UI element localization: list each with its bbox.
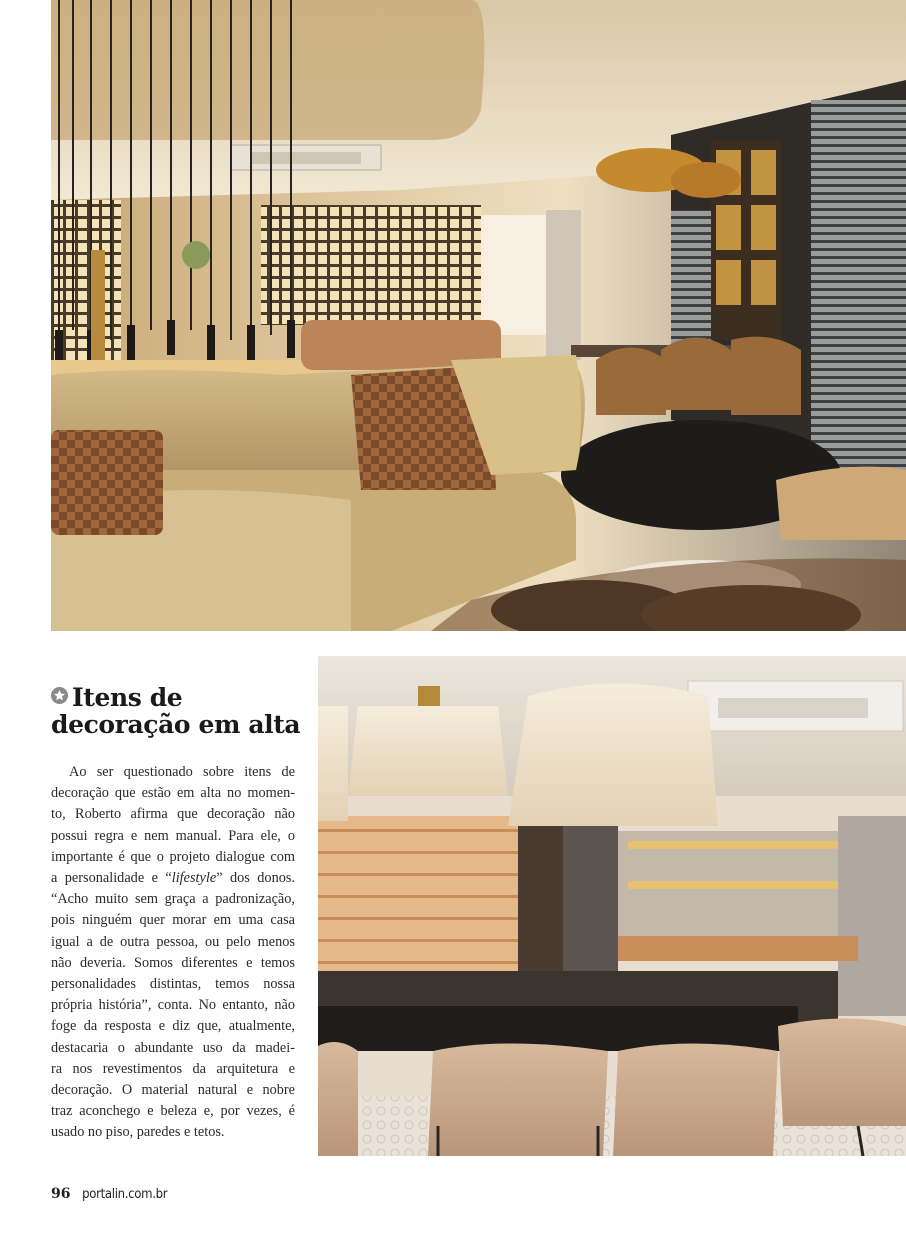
- heading-line-2: decoração em alta: [51, 710, 301, 739]
- body-line: decoração. O material natural e nobre: [51, 1082, 295, 1099]
- body-line: a personalidade e “lifestyle” dos donos.: [51, 870, 296, 887]
- body-line: pois ninguém quer morar em uma casa: [51, 912, 295, 929]
- page-footer: [51, 1186, 167, 1204]
- body-line: destacaria o abundante uso da madei-: [51, 1039, 295, 1056]
- body-line: igual a de outra pessoa, ou pelo menos: [51, 933, 295, 950]
- article-body: [51, 762, 295, 1144]
- site-url: portalin.com.br: [82, 1187, 168, 1202]
- page-number: 96: [51, 1186, 71, 1202]
- body-line: Ao ser questionado sobre itens de: [69, 764, 295, 780]
- kitchen-dining-photo: [318, 656, 906, 1156]
- body-line: usado no piso, paredes e tetos.: [51, 1124, 225, 1141]
- body-line: não deveria. Somos diferentes e temos: [51, 954, 295, 971]
- living-room-photo: [51, 0, 906, 631]
- body-line: própria história”, conta. No entanto, não: [51, 997, 295, 1014]
- star-icon: [51, 687, 68, 704]
- body-line: “Acho muito sem graça a padronização,: [51, 891, 295, 908]
- body-line: personalidades distintas, temos nossa: [51, 976, 295, 993]
- body-line: traz aconchego e beleza e, por vezes, é: [51, 1103, 295, 1120]
- section-heading: [51, 684, 311, 738]
- heading-line-1: Itens de: [72, 683, 183, 712]
- body-line: importante é que o projeto dialogue com: [51, 848, 295, 865]
- body-line: to, Roberto afirma que decoração não: [51, 806, 295, 823]
- body-line: ra nos revestimentos da arquitetura e: [51, 1060, 295, 1077]
- body-line: foge da resposta e diz que, atualmente,: [51, 1018, 295, 1035]
- body-line: possui regra e nem manual. Para ele, o: [51, 827, 295, 844]
- body-line: decoração que estão em alta no momen-: [51, 785, 295, 802]
